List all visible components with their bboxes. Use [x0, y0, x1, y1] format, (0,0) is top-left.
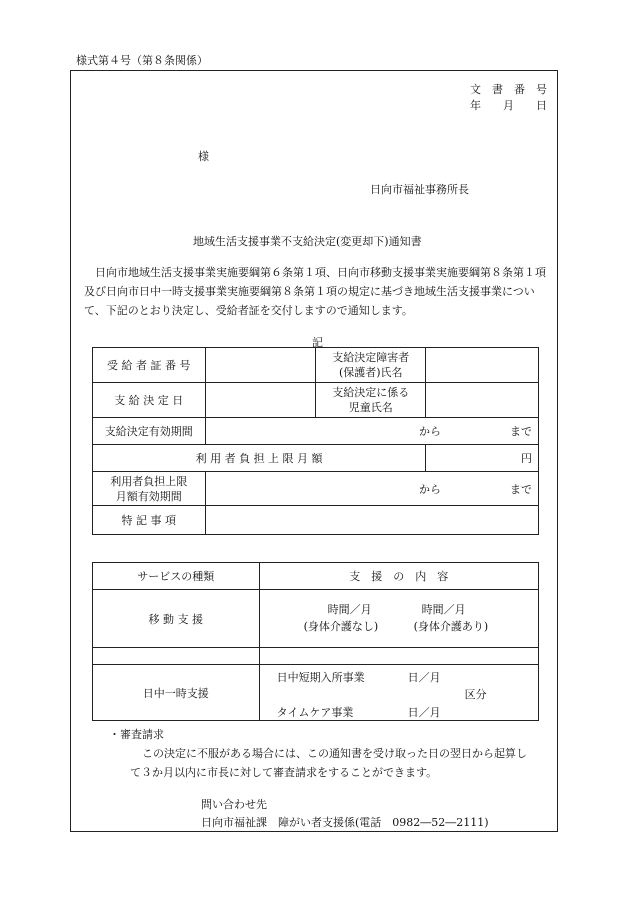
- special-notes-value: [205, 506, 538, 535]
- valid-period-from: から: [419, 425, 442, 438]
- col-service-header: サービスの種類: [93, 563, 260, 590]
- time-care-label: タイムケア事業: [276, 705, 354, 719]
- appeal-line-2: て３か月以内に市長に対して審査請求をすることができます。: [130, 766, 438, 779]
- child-name-value: [426, 383, 539, 418]
- no-care-label: (身体介護なし): [303, 619, 379, 633]
- category-label: 区分: [464, 687, 487, 701]
- guardian-name-line1: 支給決定障害者: [332, 351, 410, 364]
- valid-period-label: 支給決定有効期間: [93, 418, 206, 445]
- child-name-label: [316, 383, 426, 418]
- special-notes-label: 特 記 事 項: [93, 506, 206, 535]
- guardian-name-value: [426, 348, 539, 383]
- burden-limit-yen: 円: [426, 445, 539, 472]
- guardian-name-line2: (保護者)氏名: [338, 366, 403, 379]
- days-month-2: 日／月: [407, 705, 441, 719]
- appeal-line-1: この決定に不服がある場合には、この通知書を受け取った日の翌日から起算し: [142, 747, 527, 760]
- child-name-line1: 支給決定に係る: [332, 386, 410, 399]
- days-month-1: 日／月: [407, 670, 441, 684]
- short-stay-label: 日中短期入所事業: [276, 670, 365, 684]
- sender-name: 日向市福祉事務所長: [370, 183, 469, 196]
- burden-period-line2: 月額有効期間: [115, 489, 182, 503]
- burden-period-line1: 利用者負担上限: [110, 474, 188, 488]
- contact-detail: 日向市福祉課 障がい者支援係(電話 0982―52―2111): [201, 816, 489, 829]
- mobility-support-label: 移 動 支 援: [93, 590, 260, 648]
- document-title: 地域生活支援事業不支給決定(変更却下)通知書: [193, 235, 422, 248]
- ki-label: 記: [312, 336, 323, 349]
- recipient-number-label: 受 給 者 証 番 号: [93, 348, 206, 383]
- recipient-suffix: 様: [198, 150, 209, 163]
- body-paragraph: 日向市地域生活支援事業実施要綱第６条第１項、日向市移動支援事業実施要綱第８条第１項及び日向市日中一時支援事業実施要綱第８条第１項の規定に基づき地域生活支援事業について、下記のとおり決定し、受給者証を交付しますので通知します。: [84, 266, 546, 317]
- doc-number-label: 文 書 番 号: [470, 83, 547, 96]
- burden-period-value: [205, 472, 538, 506]
- guardian-name-label: [316, 348, 426, 383]
- daytime-support-content: [259, 665, 538, 721]
- hours-month-2: 時間／月: [421, 602, 466, 616]
- daytime-support-label: 日中一時支援: [93, 665, 260, 721]
- date-label: 年 月 日: [470, 99, 547, 112]
- burden-period-label: [93, 472, 206, 506]
- blank-row-left: [93, 648, 260, 665]
- mobility-support-content: [259, 590, 538, 648]
- with-care-label: (身体介護あり): [413, 619, 489, 633]
- burden-period-until: まで: [510, 482, 532, 496]
- service-table: [92, 562, 539, 721]
- decision-date-value: [205, 383, 316, 418]
- valid-period-value: [205, 418, 538, 445]
- col-content-header: 支 援 の 内 容: [259, 563, 538, 590]
- contact-heading: 問い合わせ先: [201, 798, 267, 811]
- valid-period-until: まで: [510, 425, 532, 438]
- burden-period-from: から: [419, 482, 442, 496]
- hours-month-1: 時間／月: [327, 602, 372, 616]
- blank-row-right: [259, 648, 538, 665]
- burden-limit-label: 利 用 者 負 担 上 限 月 額: [93, 445, 426, 472]
- appeal-heading: ・審査請求: [109, 728, 164, 741]
- decision-date-label: 支 給 決 定 日: [93, 383, 206, 418]
- recipient-number-value: [205, 348, 316, 383]
- decision-table: [92, 347, 539, 535]
- form-label: 様式第４号（第８条関係）: [76, 54, 208, 67]
- child-name-line2: 児童氏名: [348, 401, 393, 414]
